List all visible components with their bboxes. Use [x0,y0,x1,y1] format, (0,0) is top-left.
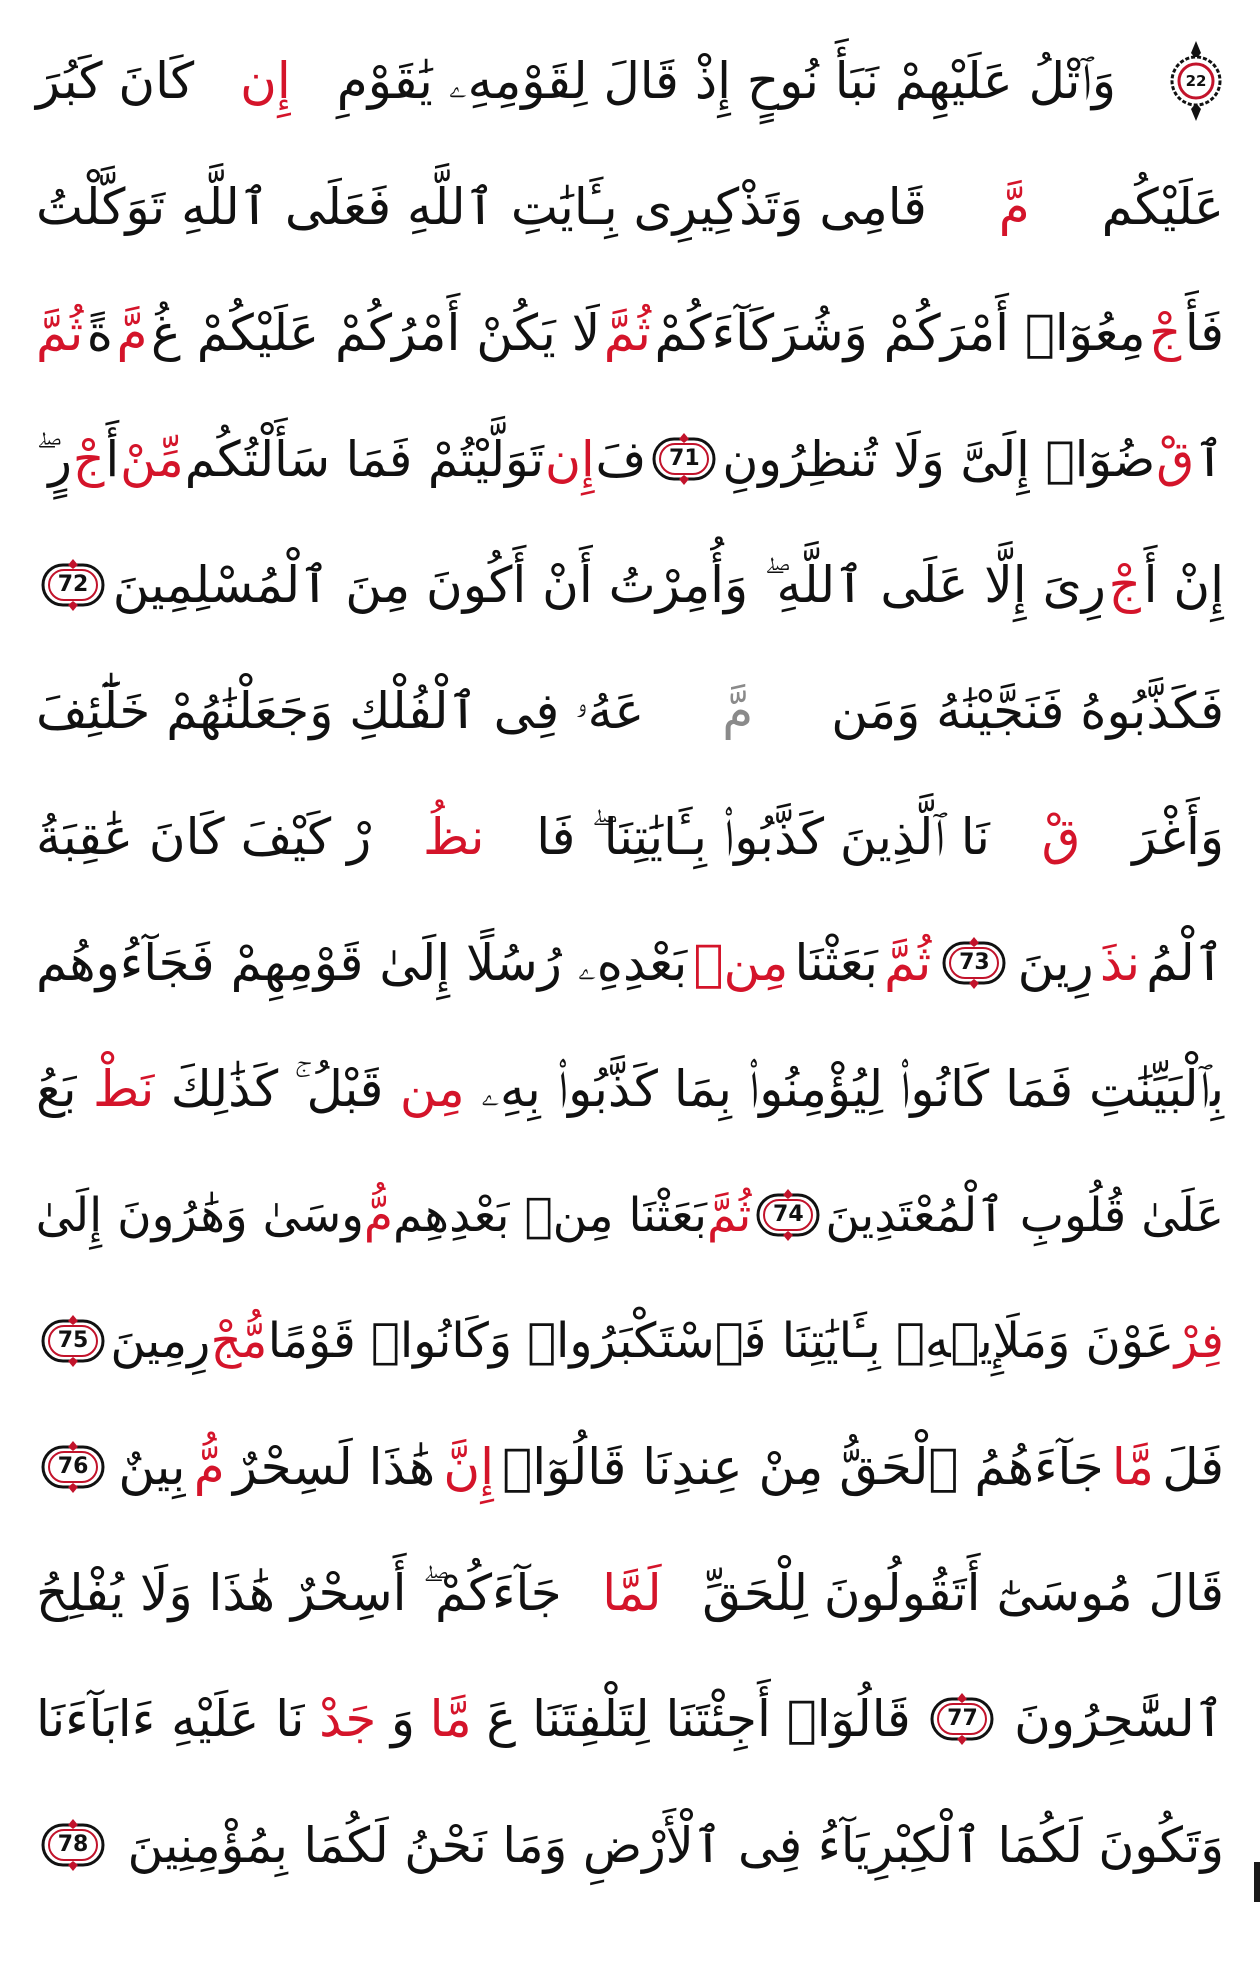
tajweed-highlight: مَّ [116,304,148,362]
text-line [36,18,1224,144]
verse-text: قَامِى وَتَذْكِيرِى بِـَٔايَٰتِ ٱللَّهِ فَعَلَى ٱللَّهِ تَوَكَّلْتُ [36,178,927,236]
verse-text: عَوْنَ وَمَلَإِي۟هِۦ بِـَٔايَٰتِنَا فَٱسْتَكْبَرُوا۟ وَكَانُوا۟ قَوْمًا [267,1313,1175,1369]
tajweed-highlight: نذَ [1099,934,1141,992]
ayah-number-marker [651,432,717,486]
ayah-number-marker [40,1440,106,1494]
verse-text: قَالَ مُوسَىٰٓ أَتَقُولُونَ لِلْحَقِّ [702,1564,1224,1622]
verse-text: قَبْلُ ۚ كَذَٰلِكَ [170,1060,384,1118]
ayah-number-marker [755,1188,821,1242]
ayah-number-marker [941,936,1007,990]
text-line [36,1152,1224,1278]
tajweed-highlight: مَّ [998,178,1030,236]
verse-text: وسَىٰ وَهَٰرُونَ إِلَىٰ [35,1187,364,1243]
verse-text: فَلَ [1162,1438,1224,1496]
juz-medallion [1168,39,1224,123]
text-line [36,144,1224,270]
tajweed-highlight: جْ [72,430,105,488]
verse-text: بَعْدِهِۦ رُسُلًا إِلَىٰ قَوْمِهِمْ فَجَآءُوهُم [36,934,688,992]
text-line [36,1656,1224,1782]
tajweed-highlight: مُّجْ [210,1313,268,1369]
verse-text: رِىَ إِلَّا عَلَى ٱللَّهِ ۖ وَأُمِرْتُ أَنْ أَكُونَ مِنَ ٱلْمُسْلِمِينَ [112,556,1106,614]
page-edge-mark [1254,1862,1260,1902]
verse-text: بَعَثْنَا مِنۢ بَعْدِهِم [393,1187,707,1243]
juz-number: 22 [1185,71,1207,90]
tajweed-highlight: جْ [1108,556,1141,614]
tajweed-highlight: مِّنْ [120,430,184,488]
verse-text: نَا عَلَيْهِ ءَابَآءَنَا [36,1690,305,1748]
text-line [36,522,1224,648]
verse-text: رِمِينَ [110,1313,211,1369]
verse-text: ٱلسَّٰحِرُونَ [1014,1690,1224,1748]
verse-text: بَعَثْنَا [794,934,878,992]
verse-text: جَآءَكُمْ ۖ أَسِحْرٌ هَٰذَا وَلَا يُفْلِحُ [36,1564,562,1622]
ayah-number-marker [40,1818,106,1872]
tajweed-highlight: مَّا [429,1690,472,1748]
verse-text: جَآءَهُمُ ٱلْحَقُّ مِنْ عِندِنَا قَالُوٓا۟ [502,1438,1104,1496]
verse-text: وَٱتْلُ عَلَيْهِمْ نَبَأَ نُوحٍ إِذْ قَالَ لِقَوْمِهِۦ يَٰقَوْمِ [336,52,1117,110]
verse-text: ٱ [1195,430,1224,488]
verse-text: وَ [390,1690,416,1748]
text-line [36,1026,1224,1152]
text-line [36,1278,1224,1404]
verse-text: عَلَيْكُم [1101,178,1224,236]
text-line [36,774,1224,900]
tajweed-highlight: إِنَّ [443,1438,494,1496]
verse-text: ٱلْمُ [1146,934,1224,992]
ayah-number-marker [40,1314,106,1368]
tajweed-highlight: مُّ [193,1438,225,1496]
quran-text-block [36,18,1224,1908]
verse-text: رِينَ [1017,934,1094,992]
tajweed-highlight: فِرْ [1174,1313,1224,1369]
ayah-number: 76 [57,1454,89,1479]
verse-text: قَالُوٓا۟ أَجِئْتَنَا لِتَلْفِتَنَا عَ [486,1690,911,1748]
text-line [36,900,1224,1026]
ayah-number: 77 [947,1706,978,1731]
text-line [36,270,1224,396]
ayah-number: 74 [773,1202,804,1227]
verse-text: ةً [86,304,113,362]
verse-text: فَكَذَّبُوهُ فَنَجَّيْنَٰهُ وَمَن [831,682,1224,740]
verse-text: وَأَغْرَ [1132,808,1224,866]
tajweed-highlight: قْ [1041,808,1081,866]
text-line [36,1530,1224,1656]
verse-text: إِنْ أَ [1143,556,1224,614]
text-line [36,1404,1224,1530]
verse-text: وَتَكُونَ لَكُمَا ٱلْكِبْرِيَآءُ فِى ٱلْأَرْضِ وَمَا نَحْنُ لَكُمَا بِمُؤْمِنِينَ [127,1816,1224,1874]
tajweed-highlight: إِن [240,52,291,110]
verse-text: رْ كَيْفَ كَانَ عَٰقِبَةُ [36,808,372,866]
tajweed-highlight: مُّ [363,1187,394,1243]
tajweed-highlight: مَّ [722,682,754,740]
text-line [36,396,1224,522]
text-line [36,648,1224,774]
verse-text: هَٰذَا لَسِحْرٌ [232,1438,436,1496]
ayah-number: 73 [959,950,990,975]
verse-text: بِينٌ [118,1438,186,1496]
ayah-number: 78 [57,1832,89,1857]
verse-text: فَ [595,430,647,488]
tajweed-highlight: نَطْ [92,1060,155,1118]
verse-text: ضُوٓا۟ إِلَىَّ وَلَا تُنظِرُونِ [722,430,1156,488]
ayah-number: 72 [57,572,89,597]
verse-text: عَهُۥ فِى ٱلْفُلْكِ وَجَعَلْنَٰهُمْ خَلَٰٓئِفَ [36,682,645,740]
verse-text: رٍ ۖ [36,430,72,488]
tajweed-highlight: قْ [1156,430,1195,488]
ayah-number: 71 [669,446,700,471]
ayah-number-marker [929,1692,995,1746]
ayah-number-marker [40,558,106,612]
tajweed-highlight: ثُمَّ [36,304,84,362]
verse-text: مِعُوٓا۟ أَمْرَكُمْ وَشُرَكَآءَكُمْ [654,304,1146,362]
text-line [36,1782,1224,1908]
ayah-number: 75 [57,1328,89,1353]
tajweed-highlight: ثُمَّ [603,304,651,362]
tajweed-highlight: جْ [1149,304,1182,362]
tajweed-highlight: ثُمَّ [706,1187,752,1243]
tajweed-highlight: نظُ [423,808,485,866]
tajweed-highlight: مِن [399,1060,465,1118]
verse-text: عَلَىٰ قُلُوبِ ٱلْمُعْتَدِينَ [825,1187,1224,1243]
tajweed-highlight: مِنۢ [693,934,789,992]
tajweed-highlight: مَّا [1111,1438,1154,1496]
tajweed-highlight: جَدْ [319,1690,377,1748]
verse-text: بَعُ [36,1060,77,1118]
verse-text: تَوَلَّيْتُمْ فَمَا سَأَلْتُكُم [184,430,544,488]
verse-text: أَ [105,430,120,488]
verse-text: فَأَ [1184,304,1224,362]
verse-text: بِٱلْبَيِّنَٰتِ فَمَا كَانُوا۟ لِيُؤْمِنُوا۟ بِمَا كَذَّبُوا۟ بِهِۦ [481,1060,1224,1118]
verse-text: لَا يَكُنْ أَمْرُكُمْ عَلَيْكُمْ غُ [151,304,601,362]
verse-text: كَانَ كَبُرَ [36,52,195,110]
tajweed-highlight: إِن [544,430,595,488]
tajweed-highlight: لَمَّا [602,1564,662,1622]
tajweed-highlight: ثُمَّ [884,934,932,992]
verse-text: نَا ٱلَّذِينَ كَذَّبُوا۟ بِـَٔايَٰتِنَا ۖ فَا [536,808,990,866]
